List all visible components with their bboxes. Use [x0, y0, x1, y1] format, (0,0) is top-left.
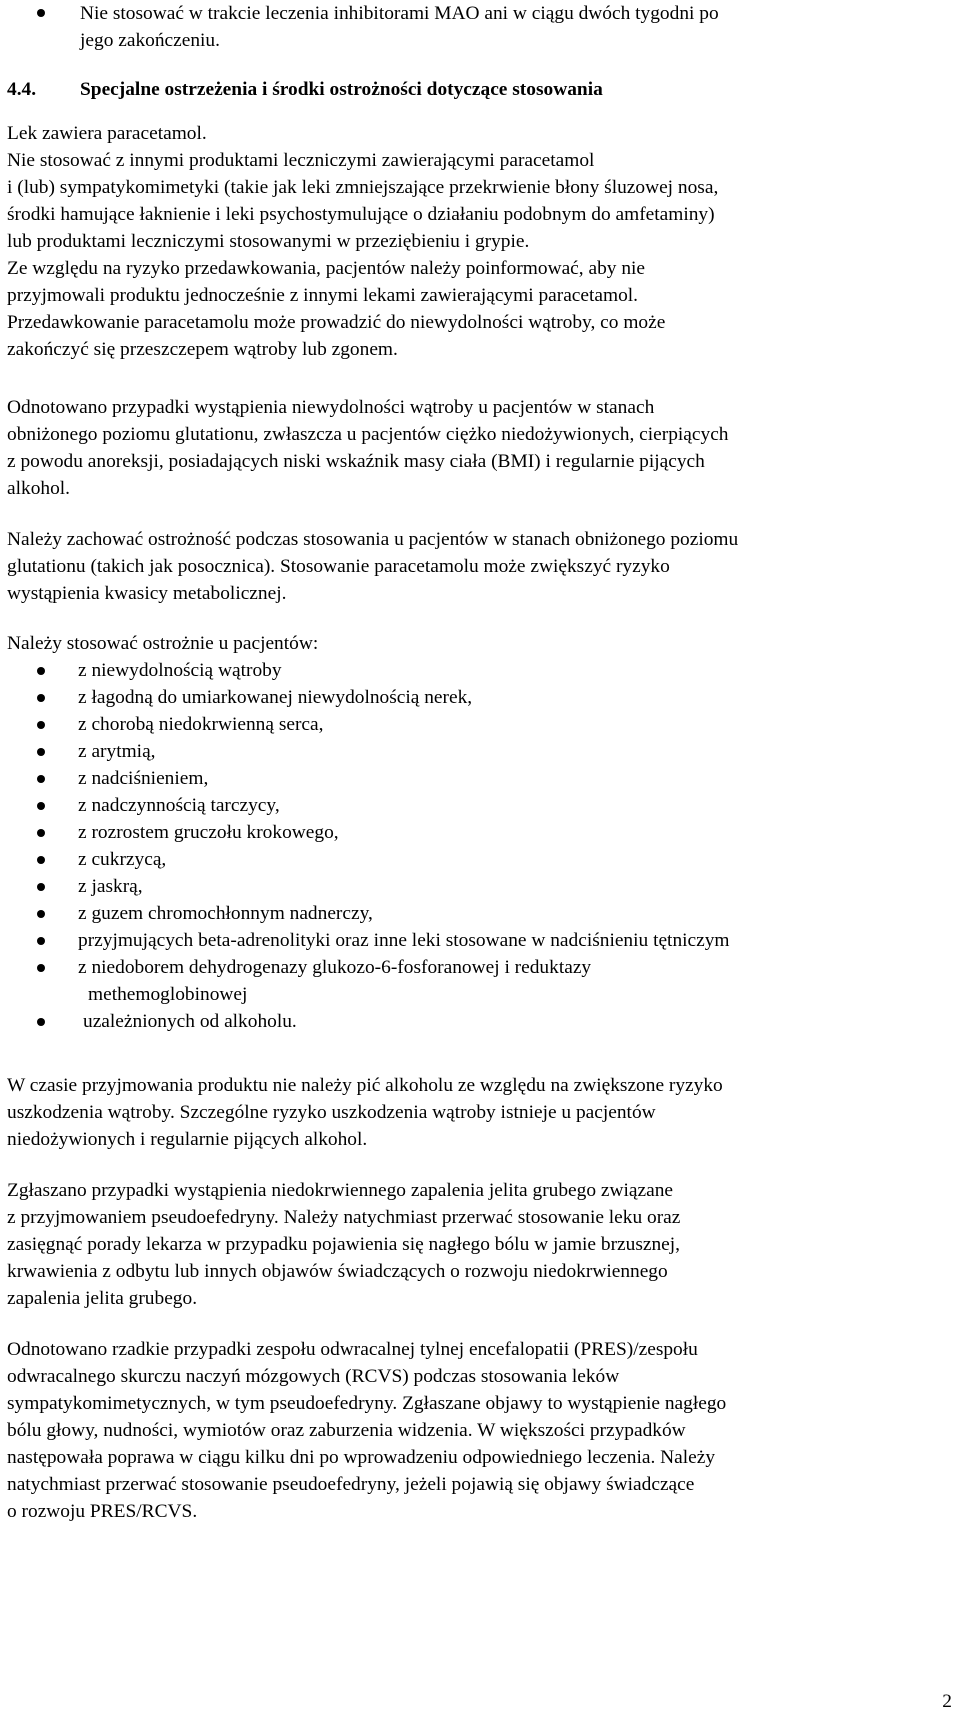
list-item-text: z łagodną do umiarkowanej niewydolnością nerek, — [78, 687, 473, 708]
text-line: alkohol. — [7, 478, 71, 499]
list-item — [0, 765, 947, 792]
list-item — [0, 873, 947, 900]
bullet-dot-icon — [37, 748, 45, 756]
text-line: uszkodzenia wątroby. Szczególne ryzyko uszkodzenia wątroby istnieje u pacjentów — [7, 1102, 656, 1123]
text-line: wystąpienia kwasicy metabolicznej. — [7, 583, 287, 604]
section-title: Specjalne ostrzeżenia i środki ostrożności dotyczące stosowania — [80, 79, 603, 100]
list-item-text: przyjmujących beta-adrenolityki oraz inne leki stosowane w nadciśnieniu tętniczym — [78, 930, 730, 951]
bullet-dot-icon — [37, 721, 45, 729]
list-item-text: uzależnionych od alkoholu. — [83, 1011, 297, 1032]
text-line: Zgłaszano przypadki wystąpienia niedokrwiennego zapalenia jelita grubego związane — [7, 1180, 674, 1201]
text-line: Odnotowano przypadki wystąpienia niewydolności wątroby u pacjentów w stanach — [7, 397, 655, 418]
list-item — [0, 657, 947, 684]
paragraph-glutathione — [7, 526, 947, 607]
section-number: 4.4. — [7, 79, 37, 100]
bullet-dot-icon — [37, 883, 45, 891]
paragraph-alcohol — [7, 1072, 947, 1153]
list-item-line: jego zakończeniu. — [80, 30, 220, 51]
text-line: Odnotowano rzadkie przypadki zespołu odwracalnej tylnej encefalopatii (PRES)/zespołu — [7, 1339, 698, 1360]
text-line: obniżonego poziomu glutationu, zwłaszcza u pacjentów ciężko niedożywionych, cierpiących — [7, 424, 729, 445]
text-line: Należy zachować ostrożność podczas stosowania u pacjentów w stanach obniżonego poziomu — [7, 529, 739, 550]
text-line: bólu głowy, nudności, wymiotów oraz zaburzenia widzenia. W większości przypadków — [7, 1420, 686, 1441]
text-line: niedożywionych i regularnie pijących alkohol. — [7, 1129, 368, 1150]
bullet-dot-icon — [37, 667, 45, 675]
text-line: Ze względu na ryzyko przedawkowania, pacjentów należy poinformować, aby nie — [7, 258, 646, 279]
text-line: Przedawkowanie paracetamolu może prowadzić do niewydolności wątroby, co może — [7, 312, 666, 333]
text-line: z powodu anoreksji, posiadających niski wskaźnik masy ciała (BMI) i regularnie pijących — [7, 451, 705, 472]
paragraph-general-warning — [7, 120, 947, 363]
paragraph-ischemic-colitis — [7, 1177, 947, 1312]
paragraph-liver-failure — [7, 394, 947, 502]
bullet-dot-icon — [37, 829, 45, 837]
list-item — [0, 846, 947, 873]
paragraph-pres-rcvs — [7, 1336, 947, 1525]
list-item-line: Nie stosować w trakcie leczenia inhibitorami MAO ani w ciągu dwóch tygodni po — [80, 3, 719, 24]
list-item — [0, 792, 947, 819]
text-line: zapalenia jelita grubego. — [7, 1288, 198, 1309]
text-line: natychmiast przerwać stosowanie pseudoefedryny, jeżeli pojawią się objawy świadczące — [7, 1474, 695, 1495]
list-item — [0, 819, 947, 846]
text-line: krwawienia z odbytu lub innych objawów świadczących o rozwoju niedokrwiennego — [7, 1261, 668, 1282]
text-line: zasięgnąć porady lekarza w przypadku pojawienia się nagłego bólu w jamie brzusznej, — [7, 1234, 681, 1255]
bullet-dot-icon — [37, 1018, 45, 1026]
list-item-text-continuation: methemoglobinowej — [88, 984, 248, 1005]
text-line: glutationu (takich jak posocznica). Stosowanie paracetamolu może zwiększyć ryzyko — [7, 556, 670, 577]
list-item-text: z niewydolnością wątroby — [78, 660, 282, 681]
list-item — [0, 711, 947, 738]
text-line: środki hamujące łaknienie i leki psychostymulujące o działaniu podobnym do amfetaminy) — [7, 204, 715, 225]
list-item-text: z guzem chromochłonnym nadnerczy, — [78, 903, 373, 924]
bullet-dot-icon — [37, 910, 45, 918]
bullet-dot-icon — [37, 937, 45, 945]
list-item — [0, 900, 947, 927]
bullet-dot-icon — [37, 694, 45, 702]
list-item-text: z arytmią, — [78, 741, 156, 762]
list-item — [0, 954, 947, 1008]
bullet-dot-icon — [37, 9, 45, 17]
bullet-dot-icon — [37, 802, 45, 810]
bullet-dot-icon — [37, 775, 45, 783]
list-item — [0, 0, 900, 54]
text-line: zakończyć się przeszczepem wątroby lub zgonem. — [7, 339, 398, 360]
list-item-text: z niedoborem dehydrogenazy glukozo-6-fosforanowej i reduktazy — [78, 957, 592, 978]
list-item-text: z jaskrą, — [78, 876, 143, 897]
bullet-dot-icon — [37, 964, 45, 972]
text-line: przyjmowali produktu jednocześnie z innymi lekami zawierającymi paracetamol. — [7, 285, 639, 306]
list-item — [0, 927, 947, 954]
text-line: sympatykomimetycznych, w tym pseudoefedryny. Zgłaszane objawy to wystąpienie nagłego — [7, 1393, 727, 1414]
caution-intro: Należy stosować ostrożnie u pacjentów: — [7, 633, 319, 654]
caution-list — [0, 657, 947, 1035]
page-number: 2 — [942, 1691, 952, 1712]
list-item-text: z cukrzycą, — [78, 849, 167, 870]
list-item — [0, 684, 947, 711]
list-item-text: z nadciśnieniem, — [78, 768, 209, 789]
list-item — [0, 1008, 947, 1035]
top-bullet-list — [0, 0, 900, 54]
bullet-dot-icon — [37, 856, 45, 864]
text-line: lub produktami leczniczymi stosowanymi w przeziębieniu i grypie. — [7, 231, 530, 252]
text-line: i (lub) sympatykomimetyki (takie jak leki zmniejszające przekrwienie błony śluzowej nosa, — [7, 177, 719, 198]
text-line: Nie stosować z innymi produktami leczniczymi zawierającymi paracetamol — [7, 150, 595, 171]
text-line: W czasie przyjmowania produktu nie należy pić alkoholu ze względu na zwiększone ryzyko — [7, 1075, 723, 1096]
list-item-text: z chorobą niedokrwienną serca, — [78, 714, 324, 735]
list-item — [0, 738, 947, 765]
text-line: odwracalnego skurczu naczyń mózgowych (RCVS) podczas stosowania leków — [7, 1366, 620, 1387]
caution-section — [7, 630, 947, 1035]
list-item-text: z rozrostem gruczołu krokowego, — [78, 822, 339, 843]
text-line: z przyjmowaniem pseudoefedryny. Należy natychmiast przerwać stosowanie leku oraz — [7, 1207, 681, 1228]
text-line: następowała poprawa w ciągu kilku dni po wprowadzeniu odpowiedniego leczenia. Należy — [7, 1447, 716, 1468]
text-line: Lek zawiera paracetamol. — [7, 123, 207, 144]
section-heading — [7, 76, 603, 103]
list-item-text: z nadczynnością tarczycy, — [78, 795, 280, 816]
text-line: o rozwoju PRES/RCVS. — [7, 1501, 198, 1522]
